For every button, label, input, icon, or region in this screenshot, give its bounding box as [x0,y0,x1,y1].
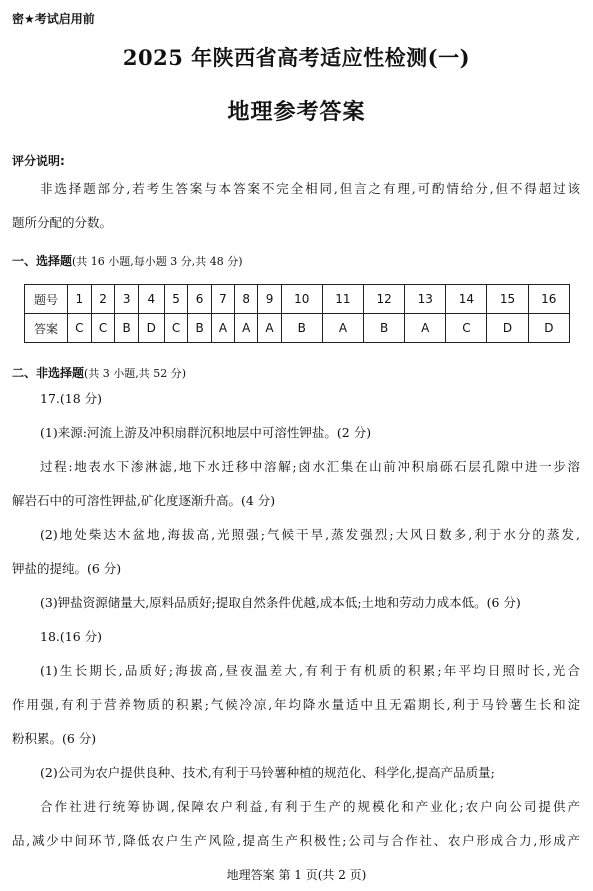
grading-label: 评分说明: [12,154,65,168]
exam-title: 2025 年陕西省高考适应性检测(一) [122,45,471,70]
table-cell-number: 8 [235,285,258,314]
table-cell-number: 2 [91,285,115,314]
q17-part1: (1)来源:河流上游及冲积扇群沉积地层中可溶性钾盐。(2 分) [40,425,372,440]
answer-table [24,284,570,343]
table-cell-number: 9 [258,285,281,314]
confidential-label: 密★考试启用前 [12,12,95,26]
q18-heading: 18.(16 分) [40,629,103,644]
table-cell-number: 11 [322,285,363,314]
answer-table-number-row [25,285,570,314]
table-cell-answer: B [364,314,405,343]
table-cell-answer: B [188,314,211,343]
q18-part1-line2: 作用强,有利于营养物质的积累;气候冷凉,年均降水量适中且无霜期长,利于马铃薯生长和淀 [12,697,580,712]
table-cell-number: 3 [115,285,138,314]
table-cell-answer: B [281,314,322,343]
page-footer: 地理答案 第 1 页(共 2 页) [226,868,367,882]
table-cell-answer: C [446,314,487,343]
section-2-label: 二、非选择题 [12,366,85,380]
table-cell-number: 12 [364,285,405,314]
table-cell-answer: A [235,314,258,343]
table-cell-number: 4 [138,285,164,314]
section-1-note: (共 16 小题,每小题 3 分,共 48 分) [72,255,243,268]
q17-part3: (3)钾盐资源储量大,原料品质好;提取自然条件优越,成本低;土地和劳动力成本低。(6 分) [40,595,521,610]
q17-part1-process-line1: 过程:地表水下渗淋滤,地下水迁移中溶解;卤水汇集在山前冲积扇砾石层孔隙中进一步溶 [40,459,580,474]
table-cell-number: 7 [211,285,234,314]
table-cell-answer: C [68,314,92,343]
section-1-heading [12,250,243,269]
answer-table-answer-row [25,314,570,343]
table-cell-answer: C [164,314,188,343]
q18-part1-line3: 粉积累。(6 分) [12,731,97,746]
table-cell-number: 15 [487,285,528,314]
table-cell-answer: A [211,314,234,343]
table-cell-answer: B [115,314,138,343]
section-2-heading [12,362,186,381]
table-cell-answer: A [405,314,446,343]
table-cell-answer: C [91,314,115,343]
q17-part1-process-line2: 解岩石中的可溶性钾盐,矿化度逐渐升高。(4 分) [12,493,276,508]
table-cell-answer: A [258,314,281,343]
document-subtitle: 地理参考答案 [227,100,366,125]
grading-line-1: 非选择题部分,若考生答案与本答案不完全相同,但言之有理,可酌情给分,但不得超过该 [40,181,580,196]
section-1-label: 一、选择题 [12,254,73,268]
q17-heading: 17.(18 分) [40,391,103,406]
q18-part2-line2: 合作社进行统筹协调,保障农户利益,有利于生产的规模化和产业化;农户向公司提供产 [40,799,580,814]
table-cell-number: 6 [188,285,211,314]
table-header-answer: 答案 [25,314,68,343]
section-2-note: (共 3 小题,共 52 分) [84,367,187,380]
q18-part2-line1: (2)公司为农户提供良种、技术,有利于马铃薯种植的规范化、科学化,提高产品质量; [40,765,495,780]
q18-part2-line3: 品,减少中间环节,降低农户生产风险,提高生产积极性;公司与合作社、农户形成合力,形成产 [12,833,580,848]
table-cell-answer: D [138,314,164,343]
table-cell-number: 14 [446,285,487,314]
table-cell-number: 10 [281,285,322,314]
table-cell-number: 16 [528,285,569,314]
table-cell-number: 1 [68,285,92,314]
table-cell-number: 5 [164,285,188,314]
table-header-number: 题号 [25,285,68,314]
table-cell-answer: D [528,314,569,343]
q18-part1-line1: (1)生长期长,品质好;海拔高,昼夜温差大,有利于有机质的积累;年平均日照时长,光合 [40,663,580,678]
table-cell-number: 13 [405,285,446,314]
grading-line-2: 题所分配的分数。 [12,215,113,230]
table-cell-answer: A [322,314,363,343]
q17-part2-line1: (2)地处柴达木盆地,海拔高,光照强;气候干旱,蒸发强烈;大风日数多,利于水分的蒸发, [40,527,580,542]
table-cell-answer: D [487,314,528,343]
q17-part2-line2: 钾盐的提纯。(6 分) [12,561,122,576]
